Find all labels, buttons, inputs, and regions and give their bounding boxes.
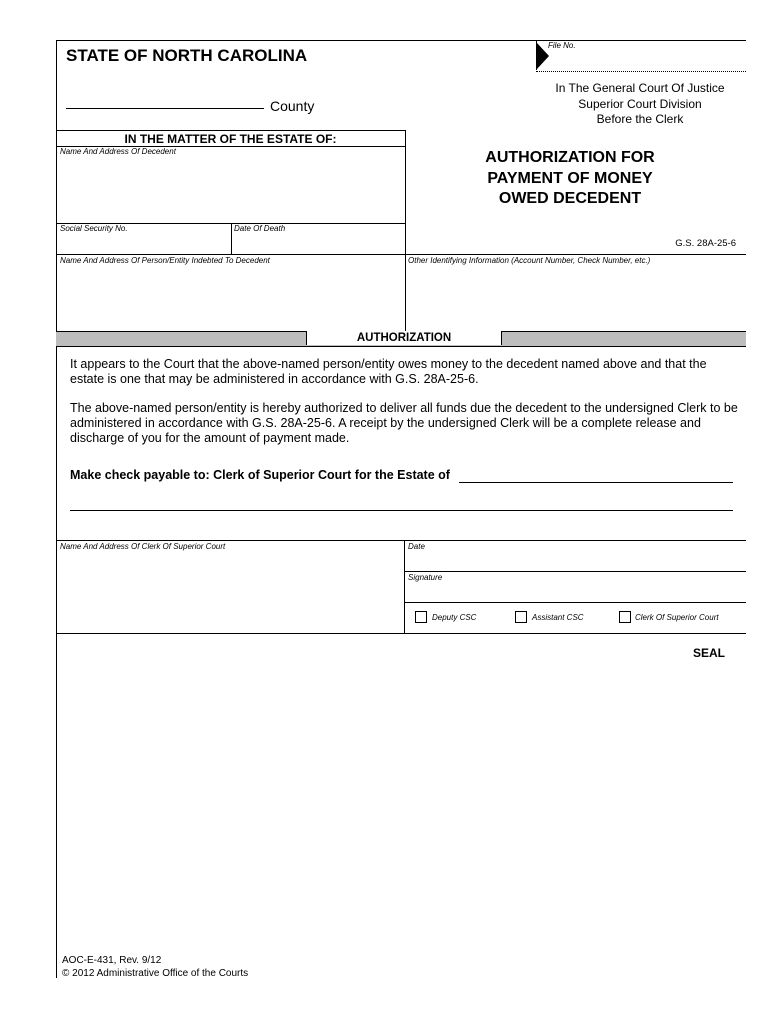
file-no-input[interactable] [550, 52, 740, 70]
clerk-divider [404, 540, 405, 633]
estate-top-line [56, 130, 405, 131]
estate-name-line-2[interactable] [70, 510, 733, 511]
decedent-input[interactable] [60, 160, 400, 220]
ssn-divider [231, 223, 232, 255]
other-info-input[interactable] [408, 269, 742, 327]
statute-ref: G.S. 28A-25-6 [675, 238, 736, 249]
file-no-line [536, 71, 746, 72]
death-date-label: Date Of Death [234, 224, 286, 233]
decedent-label: Name And Address Of Decedent [60, 147, 176, 156]
assistant-csc-checkbox[interactable] [515, 611, 527, 623]
form-number: AOC-E-431, Rev. 9/12 [62, 955, 162, 966]
authorization-heading: AUTHORIZATION [306, 331, 502, 345]
county-label: County [270, 98, 315, 114]
clerk-superior-court-label: Clerk Of Superior Court [635, 613, 719, 622]
copyright: © 2012 Administrative Office of the Courts [62, 967, 249, 979]
authorization-paragraph-2: The above-named person/entity is hereby authorized to deliver all funds due the decedent to the undersigned Clerk to be administered in accordance with G.S. 28A-25-6. A receipt by the undersigned Clerk will be a complete release and discharge of you for the amount of payment made. [70, 401, 738, 445]
deputy-csc-checkbox[interactable] [415, 611, 427, 623]
estate-name-line[interactable] [459, 482, 733, 483]
indebted-label: Name And Address Of Person/Entity Indebted To Decedent [60, 256, 270, 265]
indebted-input[interactable] [60, 269, 400, 327]
other-info-label: Other Identifying Information (Account Number, Check Number, etc.) [408, 256, 651, 265]
clerk-name-input[interactable] [60, 555, 400, 629]
date-input[interactable] [408, 554, 742, 570]
ssn-input[interactable] [60, 236, 228, 252]
seal-label: SEAL [693, 646, 726, 660]
signature-input[interactable] [408, 585, 742, 601]
court-line-2: Superior Court Division [578, 96, 702, 111]
clerk-superior-court-checkbox[interactable] [619, 611, 631, 623]
form-title-line-2: PAYMENT OF MONEY [487, 169, 653, 187]
assistant-csc-label: Assistant CSC [532, 613, 584, 622]
clerk-top-line [56, 540, 746, 541]
payable-label: Make check payable to: Clerk of Superior Court for the Estate of [70, 468, 450, 482]
signature-label: Signature [408, 573, 443, 582]
estate-right-divider [405, 130, 406, 332]
clerk-name-label: Name And Address Of Clerk Of Superior Court [60, 542, 226, 551]
court-line-3: Before the Clerk [596, 112, 684, 126]
clerk-bottom-line [56, 633, 746, 634]
indebted-top-line [56, 254, 746, 255]
date-label: Date [408, 542, 425, 551]
form-title [455, 148, 685, 210]
state-title: STATE OF NORTH CAROLINA [66, 46, 308, 65]
county-input-line[interactable] [66, 108, 264, 109]
signature-bottom-line [404, 602, 746, 603]
form-title-line-3: OWED DECEDENT [498, 190, 642, 207]
death-date-input[interactable] [234, 236, 402, 252]
deputy-csc-label: Deputy CSC [432, 613, 477, 622]
footer [62, 955, 248, 980]
ssn-label: Social Security No. [60, 224, 128, 233]
court-lines [540, 81, 740, 128]
file-no-label: File No. [548, 41, 576, 50]
court-line-1: In The General Court Of Justice [555, 81, 725, 95]
date-bottom-line [404, 571, 746, 572]
left-border [56, 40, 57, 978]
form-title-line-1: AUTHORIZATION FOR [485, 149, 655, 166]
estate-heading: IN THE MATTER OF THE ESTATE OF: [124, 132, 337, 146]
authorization-paragraph-1: It appears to the Court that the above-named person/entity owes money to the decedent named above and that the estate is one that may be administered in accordance with G.S. 28A-25-6. [70, 357, 707, 386]
top-border [56, 40, 746, 41]
